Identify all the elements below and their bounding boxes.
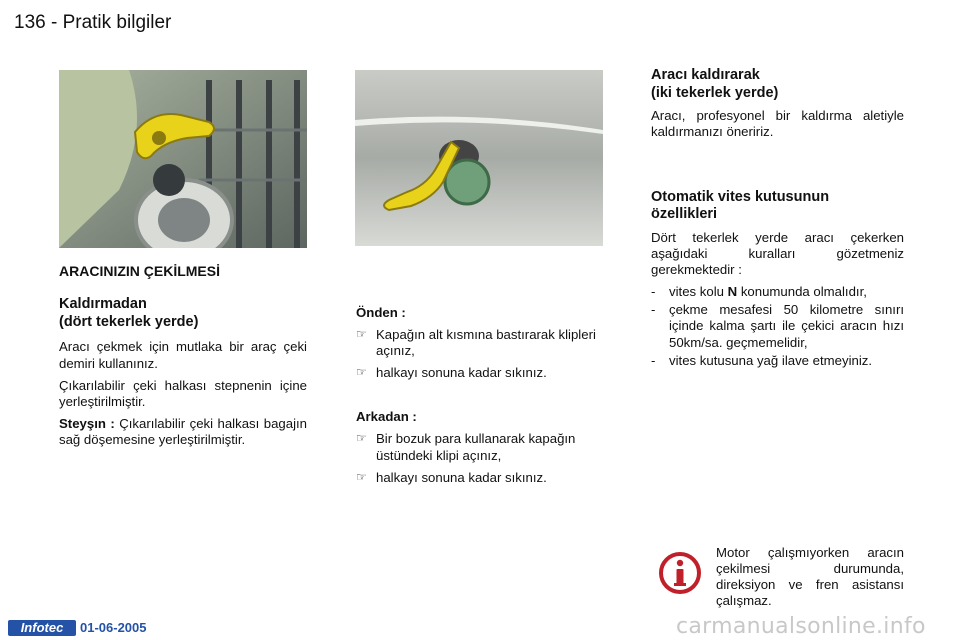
info-note: Motor çalışmıyorken aracın çekilmesi durumunda, direksiyon ve fren asistansı çalışmaz. xyxy=(716,545,904,609)
infotec-logo: Infotec xyxy=(8,620,76,636)
pointing-hand-icon: ☞ xyxy=(356,327,367,342)
front-label: Önden : xyxy=(356,305,406,320)
front-steps-list xyxy=(356,327,604,381)
pointing-hand-icon: ☞ xyxy=(356,365,367,380)
rear-steps-list xyxy=(356,431,604,485)
right-column xyxy=(651,67,904,371)
paragraph-spare-wheel: Çıkarılabilir çeki halkası stepnenin içine yerleştirilmiştir. xyxy=(59,377,307,409)
pointing-hand-icon: ☞ xyxy=(356,431,367,446)
info-icon xyxy=(658,551,702,595)
list-item: - vites kutusuna yağ ilave etmeyiniz. xyxy=(651,352,873,368)
list-item: ☞ Kapağın alt kısmına bastırarak klipleri açınız, xyxy=(356,327,596,359)
list-item: ☞ halkayı sonuna kadar sıkınız. xyxy=(356,365,547,381)
rear-tow-hook-photo xyxy=(355,70,603,246)
auto-gearbox-rules xyxy=(651,284,904,368)
heading-auto-gearbox-line1: Otomatik vites kutusunun xyxy=(651,188,830,205)
pointing-hand-icon: ☞ xyxy=(356,469,367,484)
footer-date: 01-06-2005 xyxy=(80,620,147,635)
section-heading-towing: ARACINIZIN ÇEKİLMESİ xyxy=(59,263,220,279)
page-title: 136 - Pratik bilgiler xyxy=(14,12,172,33)
watermark: carmanualsonline.info xyxy=(676,614,926,639)
estate-text: Çıkarılabilir çeki halkası bagajın sağ döşemesine yerleştirilmiştir. xyxy=(59,415,307,447)
front-tow-hook-photo xyxy=(59,70,307,248)
subheading-no-lift-line1: Kaldırmadan xyxy=(59,296,147,313)
paragraph-lift: Aracı, profesyonel bir kaldırma aletiyle kaldırmanızı öneririz. xyxy=(651,108,904,140)
paragraph-tow-bar: Aracı çekmek için mutlaka bir araç çeki demiri kullanınız. xyxy=(59,339,307,371)
estate-label: Steyşın : xyxy=(59,415,115,431)
paragraph-auto-intro: Dört tekerlek yerde aracı çekerken aşağıdaki kuralları gözetmeniz gerekmektedir : xyxy=(651,229,904,278)
heading-lift-line2: (iki tekerlek yerde) xyxy=(651,84,779,101)
list-item: - vites kolu N konumunda olmalıdır, xyxy=(651,284,867,300)
list-item: ☞ halkayı sonuna kadar sıkınız. xyxy=(356,469,547,485)
paragraph-estate xyxy=(59,416,307,448)
heading-lift-line1: Aracı kaldırarak xyxy=(651,67,760,83)
list-item: ☞ Bir bozuk para kullanarak kapağın üstündeki klipi açınız, xyxy=(356,431,576,463)
left-column xyxy=(59,263,307,454)
list-item: - çekme mesafesi 50 kilometre sınırı içinde kalma şartı ile çekici aracın hızı 50km/sa. geçmemelidir, xyxy=(651,302,904,350)
middle-column xyxy=(356,305,604,492)
heading-auto-gearbox-line2: özellikleri xyxy=(651,206,718,223)
subheading-no-lift-line2: (dört tekerlek yerde) xyxy=(59,313,199,330)
rear-label: Arkadan : xyxy=(356,409,417,425)
